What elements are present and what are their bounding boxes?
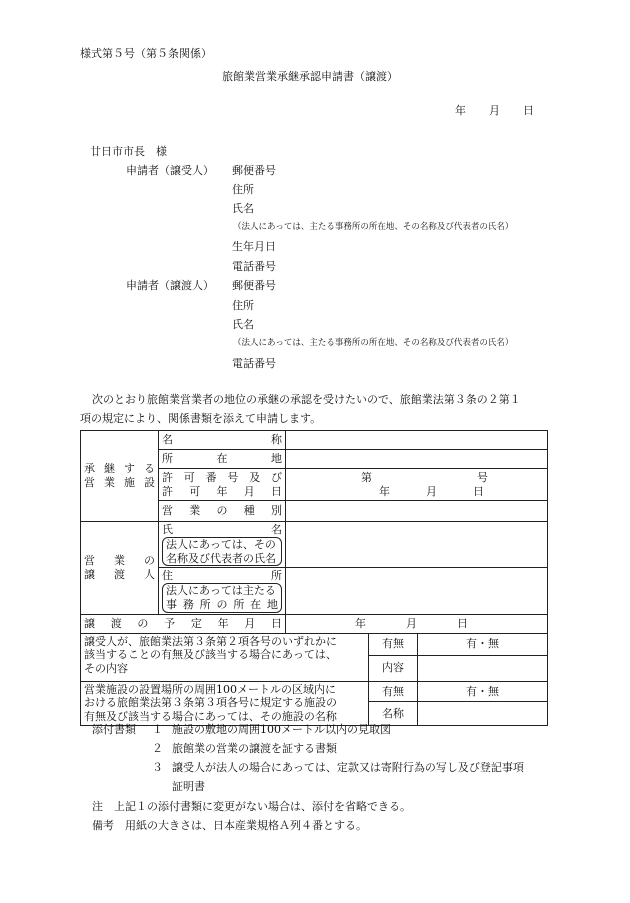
q2-yesno-label: 有無 [369,681,418,702]
q2-name-field[interactable] [418,702,548,725]
planned-date-label: 譲渡の予定年月日 [81,614,286,633]
q1-content-field[interactable] [418,655,548,681]
transferee-label: 申請者（譲受人） [126,164,214,177]
attachment-2: 旅館業の営業の譲渡を証する書類 [172,742,337,755]
transferor-label: 申請者（譲渡人） [126,279,214,292]
transferee-postal-label: 郵便番号 [232,164,276,177]
attachment-3-line-1: 譲受人が法人の場合にあっては、定款又は寄附行為の写し及び登記事項 [172,761,524,774]
transferee-address-label: 住所 [232,183,254,196]
date-day-label: 日 [523,104,534,117]
transferee-phone-label: 電話番号 [232,260,276,273]
facility-section-header: 承継する 営業施設 [81,431,159,522]
transferor-section-header: 営業の 譲渡人 [81,522,159,615]
transferor-name-label: 氏名 法人にあっては、その 名称及び代表者の氏名 [159,522,286,568]
facility-location-field[interactable] [286,450,548,469]
transferor-postal-label: 郵便番号 [232,279,276,292]
footnote: 注 上記１の添付書類に変更がない場合は、添付を省略できる。 [92,800,411,813]
transferor-address-label-cell: 住所 法人にあっては主たる 事務所の所在地 [159,568,286,614]
nearby-facility-question: 営業施設の設置場所の周囲100メートルの区域内に おける旅館業法第３条第３項各号に規定する施設の 有無及び該当する場合にあっては、その施設の名称 [81,681,369,725]
page-title: 旅館業営業承継承認申請書（譲渡） [222,70,398,83]
q1-yesno-label: 有無 [369,633,418,655]
business-type-label: 営業の種別 [159,501,286,522]
attachment-1: 施設の敷地の周囲100メートル以内の見取図 [172,723,391,736]
q1-yesno-choice[interactable]: 有・無 [418,633,548,655]
planned-day: 日 [457,616,469,630]
attachment-3-number: ３ [152,761,163,774]
transferor-phone-label: 電話番号 [232,357,276,370]
transferor-address-note: 法人にあっては主たる 事務所の所在地 [162,583,282,613]
date-month-label: 月 [489,104,500,117]
facility-name-field[interactable] [286,431,548,450]
permit-label: 許可番号及び 許可年月日 [159,469,286,501]
q2-yesno-choice[interactable]: 有・無 [418,681,548,702]
transferor-name-label: 氏名 [232,318,254,331]
attachment-1-number: １ [152,723,163,736]
intro-line-1: 次のとおり旅館業営業者の地位の承継の承認を受けたいので、旅館業法第３条の２第１ [92,393,521,406]
transferee-name-label: 氏名 [232,202,254,215]
intro-line-2: 項の規定により、関係書類を添えて申請します。 [80,412,322,425]
planned-date-field[interactable] [286,614,548,633]
transferor-name-note: 法人にあっては、その 名称及び代表者の氏名 [162,537,282,567]
facility-name-label: 名称 [159,431,286,450]
remark: 備考 用紙の大きさは、日本産業規格Ａ列４番とする。 [92,819,367,832]
addressee: 廿日市市長 様 [90,145,167,158]
transferee-corporate-note: （法人にあっては、主たる事務所の所在地、その名称及び代表者の氏名） [233,222,514,232]
permit-year: 年 [379,484,391,498]
disqualification-question: 譲受人が、旅館業法第３条第２項各号のいずれかに 該当することの有無及び該当する場合にあっては、 その内容 [81,633,369,681]
q2-name-label: 名称 [369,702,418,725]
attachments-label: 添付書類 [92,723,136,736]
attachment-3-line-2: 証明書 [172,780,205,793]
permit-month: 月 [426,484,438,498]
date-year-label: 年 [455,104,466,117]
transferor-address-field[interactable] [286,568,548,614]
permit-day: 日 [473,484,485,498]
form-number: 様式第５号（第５条関係） [80,47,212,60]
transferee-birth-label: 生年月日 [232,240,276,253]
planned-year: 年 [355,616,367,630]
attachment-2-number: ２ [152,742,163,755]
permit-no-prefix: 第 [361,470,372,484]
facility-location-label: 所在地 [159,450,286,469]
business-type-field[interactable] [286,501,548,522]
permit-no-suffix: 号 [477,470,489,484]
planned-month: 月 [406,616,418,630]
application-table [80,430,548,726]
q1-content-label: 内容 [369,655,418,681]
transferor-address-label: 住所 [232,299,254,312]
permit-field[interactable] [286,469,548,501]
transferor-corporate-note: （法人にあっては、主たる事務所の所在地、その名称及び代表者の氏名） [233,338,514,348]
transferor-name-field[interactable] [286,522,548,568]
